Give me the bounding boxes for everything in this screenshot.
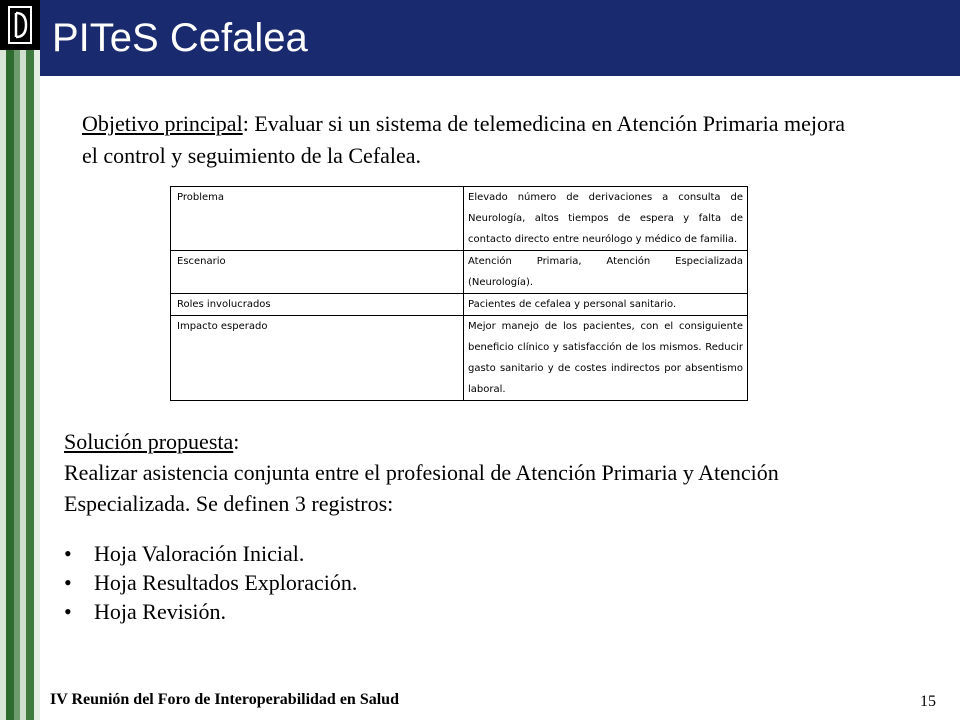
solution-label: Solución propuesta — [64, 429, 234, 454]
table-cell-key: Impacto esperado — [171, 316, 464, 401]
table-cell-value: Atención Primaria, Atención Especializada (Neurología). — [464, 251, 748, 294]
table-cell-value: Elevado número de derivaciones a consulta de Neurología, altos tiempos de espera y falta de contacto directo entre neurólogo y médico de familia. — [464, 187, 748, 251]
table-cell-value: Mejor manejo de los pacientes, con el consiguiente beneficio clínico y satisfacción de los mismos. Reducir gasto sanitario y de costes indirectos por absentismo laboral. — [464, 316, 748, 401]
objective-separator: : — [242, 111, 249, 136]
list-item: • Hoja Resultados Exploración. — [64, 568, 357, 597]
slide-title: PITeS Cefalea — [52, 16, 308, 60]
objective-text: Evaluar si un sistema de telemedicina en Atención Primaria mejora el control y seguimiento de la Cefalea. — [82, 111, 846, 168]
solution-separator: : — [233, 429, 240, 454]
table-cell-value: Pacientes de cefalea y personal sanitario. — [464, 294, 748, 316]
table-cell-key: Problema — [171, 187, 464, 251]
table-cell-key: Roles involucrados — [171, 294, 464, 316]
solution-text: Realizar asistencia conjunta entre el profesional de Atención Primaria y Atención Especializada. Se definen 3 registros: — [64, 460, 779, 516]
table-row — [171, 187, 748, 251]
decorative-side-bar — [0, 0, 40, 720]
table-row — [171, 294, 748, 316]
footer-text: IV Reunión del Foro de Interoperabilidad en Salud — [50, 691, 399, 708]
table-row — [171, 316, 748, 401]
problem-table — [170, 186, 748, 401]
list-item: • Hoja Valoración Inicial. — [64, 539, 357, 568]
list-item: • Hoja Revisión. — [64, 597, 357, 626]
page-number: 15 — [920, 693, 936, 710]
institution-logo-icon — [0, 0, 40, 50]
table-cell-key: Escenario — [171, 251, 464, 294]
registry-list — [64, 539, 357, 626]
solution-paragraph — [64, 426, 864, 519]
objective-paragraph — [82, 108, 862, 172]
objective-label: Objetivo principal — [82, 111, 243, 136]
table-row — [171, 251, 748, 294]
solution-heading — [64, 426, 864, 457]
